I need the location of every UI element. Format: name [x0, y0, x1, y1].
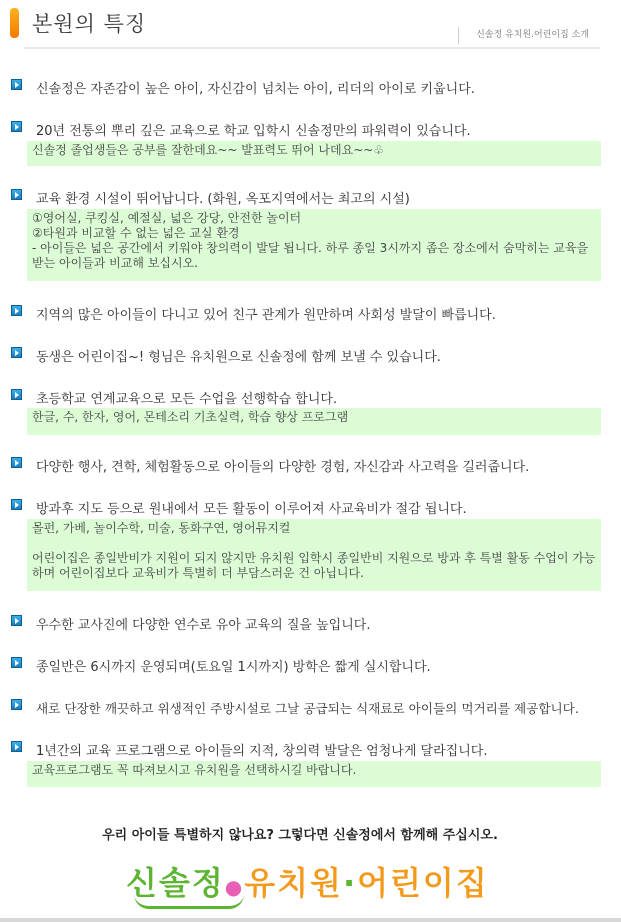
- arrow-bullet-icon: [11, 499, 22, 510]
- logo-separator: ·: [342, 864, 358, 902]
- feature-detail-box: [27, 761, 601, 787]
- detail-line: 몰펀, 가베, 놀이수학, 미술, 동화구연, 영어뮤지컬: [32, 521, 291, 535]
- kindergarten-logo: [126, 858, 489, 908]
- logo-part-3: 어린이집: [357, 864, 489, 902]
- feature-text: 신솔정은 자존감이 높은 아이, 자신감이 넘치는 아이, 리더의 아이로 키웁니다.: [36, 82, 475, 97]
- arrow-bullet-icon: [11, 615, 22, 626]
- detail-line: ①영어실, 쿠킹실, 예절실, 넓은 강당, 안전한 놀이터: [32, 211, 302, 225]
- breadcrumb[interactable]: 신솔정 유치원.어린이집 소개: [458, 27, 593, 44]
- arrow-bullet-icon: [11, 699, 22, 710]
- header-divider: [24, 47, 600, 49]
- logo-swoosh: [134, 894, 244, 909]
- arrow-bullet-icon: [11, 305, 22, 316]
- feature-detail-box: [27, 519, 601, 591]
- arrow-bullet-icon: [11, 79, 22, 90]
- arrow-bullet-icon: [11, 741, 22, 752]
- feature-text: 초등학교 연계교육으로 모든 수업을 선행학습 합니다.: [36, 392, 338, 407]
- feature-text: 방과후 지도 등으로 원내에서 모든 활동이 이루어져 사교육비가 절감 됩니다.: [36, 502, 467, 517]
- logo-part-2: 유치원: [244, 864, 343, 902]
- bottom-divider: [0, 918, 621, 922]
- feature-text: 동생은 어린이집~! 형님은 유치원으로 신솔정에 함께 보낼 수 있습니다.: [36, 350, 441, 365]
- feature-text: 우수한 교사진에 다양한 연수로 유아 교육의 질을 높입니다.: [36, 618, 371, 633]
- feature-detail-box: [27, 408, 601, 435]
- detail-line: [32, 536, 596, 551]
- detail-line: ②타원과 비교할 수 없는 넓은 교실 환경: [32, 226, 240, 240]
- detail-line: 한글, 수, 한자, 영어, 몬테소리 기초실력, 학습 향상 프로그램: [32, 410, 349, 424]
- detail-line: - 아이들은 넓은 공간에서 키워야 창의력이 발달 됩니다. 하루 종일 3시까지 좁은 장소에서 숨막히는 교육을 받는 아이들과 비교해 보십시오.: [32, 241, 589, 270]
- arrow-bullet-icon: [11, 347, 22, 358]
- feature-text: 종일반은 6시까지 운영되며(토요일 1시까지) 방학은 짧게 실시합니다.: [36, 660, 431, 675]
- page-header: [0, 0, 621, 48]
- arrow-bullet-icon: [11, 389, 22, 400]
- feature-text: 교육 환경 시설이 뛰어납니다. (화원, 옥포지역에서는 최고의 시설): [36, 192, 410, 207]
- feature-text: 1년간의 교육 프로그램으로 아이들의 지적, 창의력 발달은 엄청나게 달라집니다.: [36, 744, 488, 759]
- detail-line: 어린이집은 종일반비가 지원이 되지 않지만 유치원 입학시 종일반비 지원으로 방과 후 특별 활동 수업이 가능하며 어린이집보다 교육비가 특별히 더 부담스러운 건 아닙니다.: [32, 551, 596, 580]
- feature-text: 지역의 많은 아이들이 다니고 있어 친구 관계가 원만하며 사회성 발달이 빠릅니다.: [36, 308, 496, 323]
- title-accent-bar: [10, 8, 19, 38]
- detail-line: 교육프로그램도 꼭 따져보시고 유치원을 선택하시길 바랍니다.: [32, 763, 357, 777]
- feature-detail-box: [27, 209, 601, 281]
- arrow-bullet-icon: [11, 121, 22, 132]
- feature-text: 20년 전통의 뿌리 깊은 교육으로 학교 입학시 신솔정만의 파워력이 있습니다.: [36, 124, 471, 139]
- logo-dot: ●: [224, 875, 245, 899]
- feature-text: 다양한 행사, 견학, 체험활동으로 아이들의 다양한 경험, 자신감과 사고력을 길러줍니다.: [36, 460, 530, 475]
- feature-detail-box: [27, 141, 601, 166]
- closing-message: 우리 아이들 특별하지 않나요? 그렇다면 신솔정에서 함께해 주십시오.: [102, 828, 498, 843]
- page-title: 본원의 특징: [32, 12, 147, 36]
- arrow-bullet-icon: [11, 457, 22, 468]
- logo-part-1: 신솔정: [126, 864, 225, 902]
- detail-line: 신솔정 졸업생들은 공부를 잘한데요~~ 발표력도 뛰어 나데요~~♧: [32, 143, 385, 157]
- feature-text: 새로 단장한 깨끗하고 위생적인 주방시설로 그날 공급되는 식재료로 아이들의 먹거리를 제공합니다.: [36, 701, 579, 716]
- arrow-bullet-icon: [11, 657, 22, 668]
- arrow-bullet-icon: [11, 189, 22, 200]
